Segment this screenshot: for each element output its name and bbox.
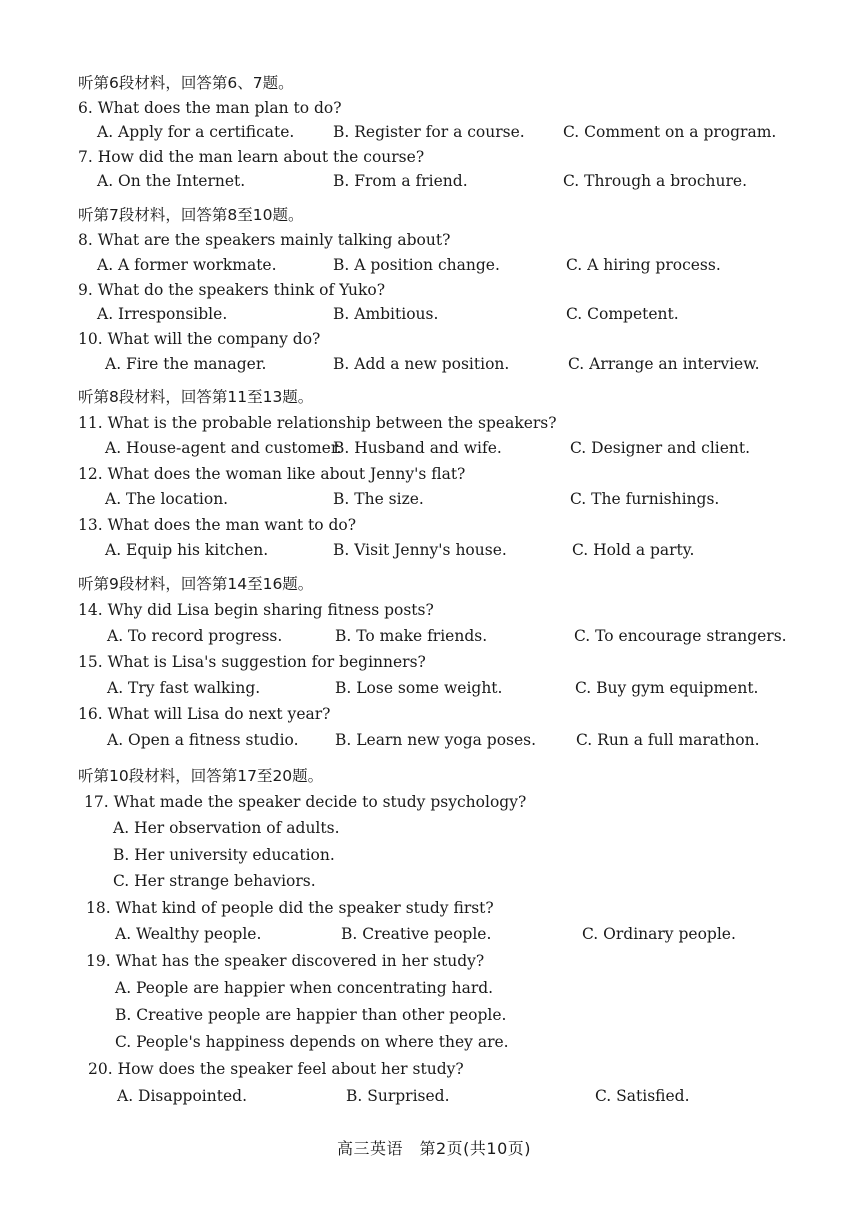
- option-c: C. Through a brochure.: [563, 172, 748, 190]
- option-b: B. Lose some weight.: [335, 679, 503, 697]
- question-text: 9. What do the speakers think of Yuko?: [78, 281, 386, 299]
- option-b: B. Creative people are happier than other people.: [115, 1006, 507, 1024]
- option-b: B. Register for a course.: [333, 123, 525, 141]
- option-b: B. The size.: [333, 490, 424, 508]
- question-text: 18. What kind of people did the speaker study first?: [86, 899, 494, 917]
- question-row: [0, 277, 868, 303]
- question-text: 19. What has the speaker discovered in her study?: [86, 952, 485, 970]
- question-row: [0, 895, 868, 921]
- question-text: 14. Why did Lisa begin sharing fitness posts?: [78, 601, 434, 619]
- question-text: 10. What will the company do?: [78, 330, 321, 348]
- option-c: C. Comment on a program.: [563, 123, 777, 141]
- option-a: A. A former workmate.: [97, 256, 277, 274]
- question-text: 11. What is the probable relationship between the speakers?: [78, 414, 557, 432]
- options-row: [0, 119, 868, 145]
- option-c: C. A hiring process.: [566, 256, 721, 274]
- option-a: A. Apply for a certificate.: [97, 123, 295, 141]
- option-b: B. Surprised.: [346, 1087, 450, 1105]
- option-a: A. Disappointed.: [117, 1087, 247, 1105]
- question-row: [0, 144, 868, 170]
- section-heading: [0, 763, 868, 789]
- question-row: [0, 701, 868, 727]
- question-row: [0, 410, 868, 436]
- option-a: A. Her observation of adults.: [113, 819, 340, 837]
- option-c: C. Buy gym equipment.: [575, 679, 759, 697]
- question-row: [0, 597, 868, 623]
- options-row: [0, 301, 868, 327]
- options-row: [0, 486, 868, 512]
- option-b: B. Ambitious.: [333, 305, 439, 323]
- section-heading: [0, 571, 868, 597]
- option-row: [0, 1029, 868, 1055]
- option-row: [0, 1002, 868, 1028]
- question-text: 7. How did the man learn about the course?: [78, 148, 425, 166]
- section-heading-text: 听第10段材料，回答第17至20题。: [78, 767, 324, 785]
- option-b: B. A position change.: [333, 256, 500, 274]
- option-a: A. Fire the manager.: [105, 355, 267, 373]
- option-c: C. Her strange behaviors.: [113, 872, 316, 890]
- option-a: A. The location.: [105, 490, 229, 508]
- option-b: B. Add a new position.: [333, 355, 510, 373]
- page-footer: 高三英语 第2页(共10页): [336, 1139, 532, 1158]
- options-row: [0, 675, 868, 701]
- option-a: A. People are happier when concentrating hard.: [115, 979, 494, 997]
- option-b: B. Learn new yoga poses.: [335, 731, 537, 749]
- options-row: [0, 435, 868, 461]
- question-text: 8. What are the speakers mainly talking about?: [78, 231, 451, 249]
- question-row: [0, 512, 868, 538]
- section-heading-text: 听第9段材料，回答第14至16题。: [78, 575, 314, 593]
- question-row: [0, 948, 868, 974]
- option-b: B. From a friend.: [333, 172, 468, 190]
- option-row: [0, 815, 868, 841]
- option-c: C. To encourage strangers.: [574, 627, 787, 645]
- options-row: [0, 351, 868, 377]
- options-row: [0, 623, 868, 649]
- question-text: 13. What does the man want to do?: [78, 516, 357, 534]
- option-b: B. Visit Jenny's house.: [333, 541, 507, 559]
- option-b: B. Husband and wife.: [333, 439, 502, 457]
- question-text: 16. What will Lisa do next year?: [78, 705, 331, 723]
- option-row: [0, 842, 868, 868]
- options-row: [0, 537, 868, 563]
- question-row: [0, 1056, 868, 1082]
- option-c: C. Satisfied.: [595, 1087, 690, 1105]
- section-heading-text: 听第6段材料，回答第6、7题。: [78, 74, 294, 92]
- option-a: A. Try fast walking.: [107, 679, 261, 697]
- option-c: C. Designer and client.: [570, 439, 751, 457]
- option-c: C. Arrange an interview.: [568, 355, 760, 373]
- option-c: C. Hold a party.: [572, 541, 695, 559]
- question-row: [0, 227, 868, 253]
- option-a: A. To record progress.: [107, 627, 283, 645]
- option-row: [0, 868, 868, 894]
- section-heading: [0, 202, 868, 228]
- option-b: B. Her university education.: [113, 846, 335, 864]
- section-heading: [0, 384, 868, 410]
- section-heading-text: 听第7段材料，回答第8至10题。: [78, 206, 304, 224]
- question-row: [0, 789, 868, 815]
- option-a: A. Open a fitness studio.: [107, 731, 299, 749]
- section-heading: [0, 70, 868, 96]
- question-row: [0, 649, 868, 675]
- option-c: C. People's happiness depends on where they are.: [115, 1033, 509, 1051]
- option-a: A. On the Internet.: [97, 172, 246, 190]
- options-row: [0, 252, 868, 278]
- option-row: [0, 975, 868, 1001]
- question-text: 20. How does the speaker feel about her study?: [88, 1060, 464, 1078]
- option-b: B. Creative people.: [341, 925, 492, 943]
- option-b: B. To make friends.: [335, 627, 488, 645]
- question-row: [0, 326, 868, 352]
- options-row: [0, 727, 868, 753]
- option-c: C. Competent.: [566, 305, 679, 323]
- option-a: A. Wealthy people.: [115, 925, 262, 943]
- option-a: A. Irresponsible.: [97, 305, 228, 323]
- options-row: [0, 168, 868, 194]
- section-heading-text: 听第8段材料，回答第11至13题。: [78, 388, 314, 406]
- option-c: C. Run a full marathon.: [576, 731, 760, 749]
- question-text: 12. What does the woman like about Jenny's flat?: [78, 465, 466, 483]
- option-a: A. Equip his kitchen.: [105, 541, 269, 559]
- question-row: [0, 95, 868, 121]
- question-text: 6. What does the man plan to do?: [78, 99, 342, 117]
- question-text: 17. What made the speaker decide to study psychology?: [84, 793, 527, 811]
- option-a: A. House-agent and customer.: [105, 439, 342, 457]
- question-row: [0, 461, 868, 487]
- option-c: C. The furnishings.: [570, 490, 720, 508]
- option-c: C. Ordinary people.: [582, 925, 736, 943]
- options-row: [0, 921, 868, 947]
- options-row: [0, 1083, 868, 1109]
- question-text: 15. What is Lisa's suggestion for beginners?: [78, 653, 426, 671]
